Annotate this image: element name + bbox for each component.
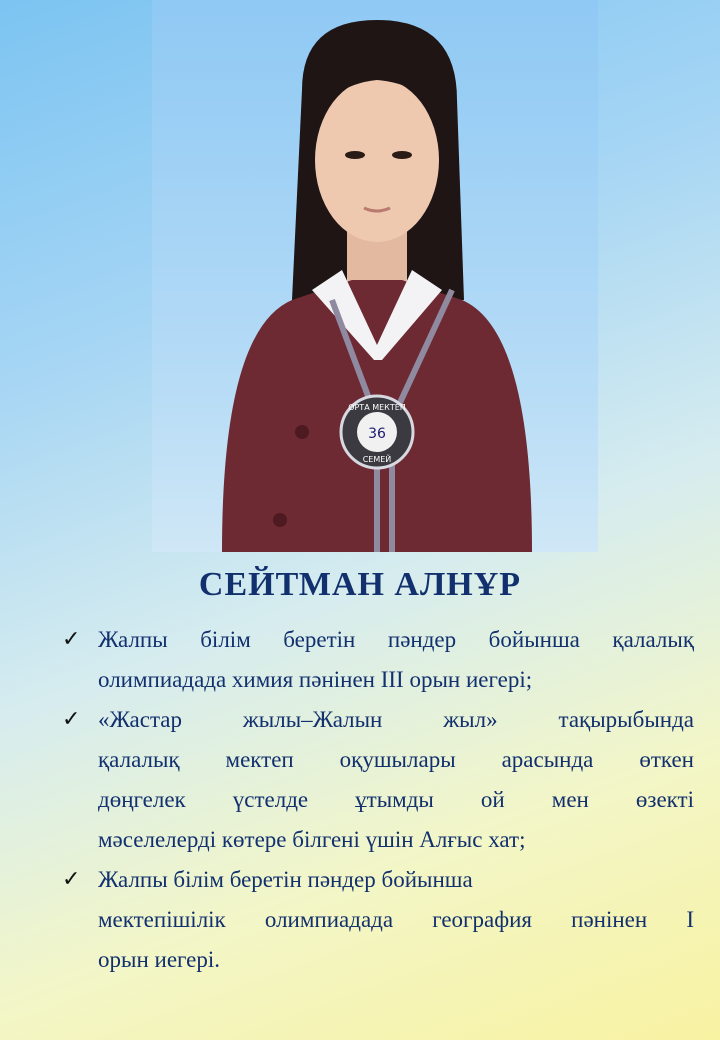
achievement-line: мәселелерді көтере білгені үшін Алғыс хат;	[98, 827, 526, 852]
student-name: СЕЙТМАН АЛНҰР	[198, 566, 522, 603]
achievement-item	[62, 620, 694, 700]
achievement-line: қалалық мектеп оқушылары арасында өткен	[98, 747, 694, 772]
checkmark-icon: ✓	[62, 867, 81, 892]
checkmark-icon: ✓	[62, 627, 81, 652]
achievement-item	[62, 700, 694, 860]
achievement-line: мектепішілік олимпиадада география пәнінен І	[98, 907, 694, 932]
achievement-line: дөңгелек үстелде ұтымды ой мен өзекті	[98, 787, 694, 812]
badge-number-text: 36	[368, 426, 386, 442]
achievement-line: Жалпы білім беретін пәндер бойынша	[98, 867, 473, 892]
badge-top-text: ОРТА МЕКТЕП	[348, 403, 406, 412]
checkmark-icon: ✓	[62, 707, 81, 732]
badge-bottom-text: СЕМЕЙ	[362, 455, 392, 464]
achievement-line: олимпиадада химия пәнінен ІІІ орын иегері;	[98, 667, 533, 692]
achievement-line: Жалпы білім беретін пәндер бойынша қалалық	[98, 627, 694, 652]
achievement-line: орын иегері.	[98, 947, 221, 972]
achievement-item	[62, 860, 694, 980]
student-portrait	[152, 0, 598, 552]
achievements-list	[62, 620, 694, 980]
achievement-line: «Жастар жылы–Жалын жыл» тақырыбында	[98, 707, 694, 732]
